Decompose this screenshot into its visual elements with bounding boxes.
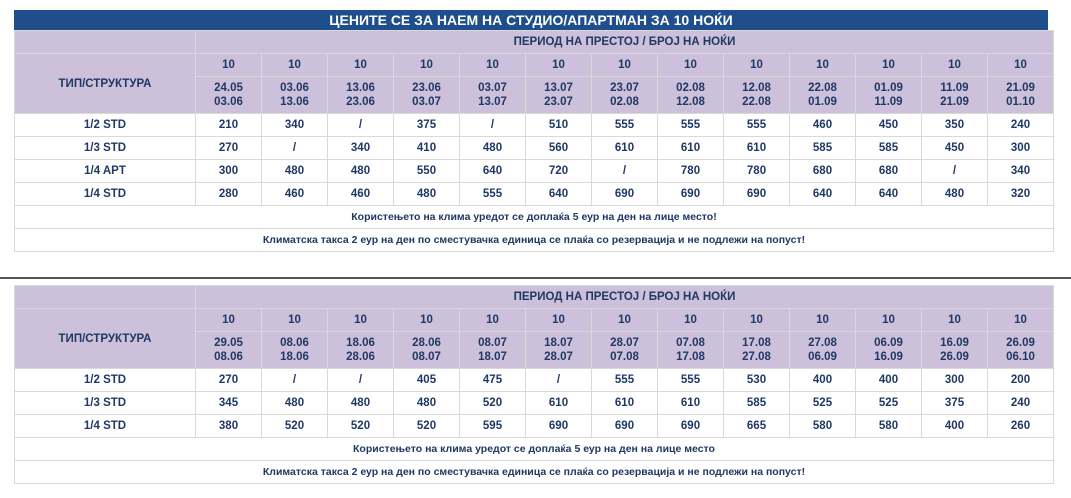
price-cell: 555 xyxy=(460,183,526,206)
period-cell xyxy=(856,77,922,114)
price-cell: 585 xyxy=(790,137,856,160)
period-to: 18.07 xyxy=(478,351,507,363)
nights-cell: 10 xyxy=(460,54,526,77)
period-to: 12.08 xyxy=(676,96,705,108)
price-cell: 320 xyxy=(988,183,1054,206)
price-cell: 405 xyxy=(394,369,460,392)
price-cell: 560 xyxy=(526,137,592,160)
period-to: 28.07 xyxy=(544,351,573,363)
price-cell: 690 xyxy=(658,415,724,438)
nights-cell: 10 xyxy=(328,54,394,77)
period-cell xyxy=(394,77,460,114)
price-cell: 550 xyxy=(394,160,460,183)
price-cell: 610 xyxy=(592,137,658,160)
period-cell xyxy=(658,332,724,369)
period-to: 02.08 xyxy=(610,96,639,108)
price-cell: 460 xyxy=(262,183,328,206)
price-cell: 520 xyxy=(394,415,460,438)
table-row xyxy=(15,392,1054,415)
price-table-2 xyxy=(14,285,1054,484)
price-cell: 680 xyxy=(856,160,922,183)
note-row xyxy=(15,438,1054,461)
period-to: 08.07 xyxy=(412,351,441,363)
period-cell xyxy=(328,332,394,369)
price-cell: 555 xyxy=(724,114,790,137)
period-from: 06.09 xyxy=(874,337,903,349)
nights-cell: 10 xyxy=(922,54,988,77)
price-table-1 xyxy=(14,30,1054,252)
period-from: 21.09 xyxy=(1006,82,1035,94)
price-cell: 380 xyxy=(196,415,262,438)
page-title: ЦЕНИТЕ СЕ ЗА НАЕМ НА СТУДИО/АПАРТМАН ЗА 10 НОЌИ xyxy=(14,10,1048,30)
price-cell: 585 xyxy=(856,137,922,160)
price-cell: / xyxy=(262,137,328,160)
price-cell: 460 xyxy=(328,183,394,206)
price-cell: 520 xyxy=(262,415,328,438)
room-type-cell: 1/2 STD xyxy=(15,369,196,392)
price-cell: 780 xyxy=(658,160,724,183)
price-cell: 555 xyxy=(592,114,658,137)
period-cell xyxy=(460,332,526,369)
period-to: 08.06 xyxy=(214,351,243,363)
period-to: 23.07 xyxy=(544,96,573,108)
nights-cell: 10 xyxy=(724,54,790,77)
note-text: Климатска такса 2 еур на ден по сместувачка единица се плаќа со резервација и не подлежи на попуст! xyxy=(15,461,1054,484)
price-cell: / xyxy=(328,114,394,137)
period-to: 01.10 xyxy=(1006,96,1035,108)
period-cell xyxy=(526,77,592,114)
price-cell: 270 xyxy=(196,369,262,392)
nights-cell: 10 xyxy=(658,54,724,77)
nights-cell: 10 xyxy=(592,309,658,332)
price-cell: 525 xyxy=(790,392,856,415)
section-divider xyxy=(0,277,1071,279)
price-cell: 520 xyxy=(328,415,394,438)
price-cell: 475 xyxy=(460,369,526,392)
price-cell: 610 xyxy=(526,392,592,415)
price-cell: 690 xyxy=(526,415,592,438)
price-cell: 400 xyxy=(922,415,988,438)
price-cell: 200 xyxy=(988,369,1054,392)
price-cell: 690 xyxy=(658,183,724,206)
price-cell: 480 xyxy=(328,392,394,415)
table-row xyxy=(15,369,1054,392)
period-to: 13.06 xyxy=(280,96,309,108)
period-cell xyxy=(790,77,856,114)
period-cell xyxy=(724,332,790,369)
price-cell: 610 xyxy=(724,137,790,160)
price-cell: 555 xyxy=(658,114,724,137)
period-cell xyxy=(724,77,790,114)
price-cell: 610 xyxy=(658,137,724,160)
period-cell xyxy=(988,77,1054,114)
period-cell xyxy=(460,77,526,114)
period-from: 03.07 xyxy=(478,82,507,94)
price-cell: 525 xyxy=(856,392,922,415)
nights-cell: 10 xyxy=(790,54,856,77)
nights-cell: 10 xyxy=(856,54,922,77)
price-cell: 270 xyxy=(196,137,262,160)
note-row xyxy=(15,229,1054,252)
price-cell: 680 xyxy=(790,160,856,183)
price-cell: 210 xyxy=(196,114,262,137)
price-cell: 480 xyxy=(328,160,394,183)
nights-row xyxy=(15,54,1054,77)
price-cell: 350 xyxy=(922,114,988,137)
price-cell: 340 xyxy=(328,137,394,160)
period-to: 07.08 xyxy=(610,351,639,363)
price-cell: 480 xyxy=(262,392,328,415)
price-cell: 640 xyxy=(790,183,856,206)
period-from: 29.05 xyxy=(214,337,243,349)
price-cell: 375 xyxy=(922,392,988,415)
period-to: 17.08 xyxy=(676,351,705,363)
price-cell: 640 xyxy=(856,183,922,206)
note-text: Користењето на клима уредот се доплаќа 5 еур на ден на лице место xyxy=(15,438,1054,461)
price-cell: 640 xyxy=(526,183,592,206)
period-from: 11.09 xyxy=(940,82,969,94)
period-from: 28.06 xyxy=(412,337,441,349)
price-cell: / xyxy=(922,160,988,183)
period-cell xyxy=(922,332,988,369)
price-cell: 410 xyxy=(394,137,460,160)
period-cell xyxy=(790,332,856,369)
room-type-cell: 1/4 STD xyxy=(15,415,196,438)
price-cell: 450 xyxy=(922,137,988,160)
period-to: 28.06 xyxy=(346,351,375,363)
period-from: 02.08 xyxy=(676,82,705,94)
nights-cell: 10 xyxy=(724,309,790,332)
price-cell: 640 xyxy=(460,160,526,183)
table-row xyxy=(15,183,1054,206)
price-cell: 400 xyxy=(856,369,922,392)
period-cell xyxy=(526,332,592,369)
period-cell xyxy=(592,332,658,369)
nights-row xyxy=(15,309,1054,332)
table-row xyxy=(15,137,1054,160)
period-cell xyxy=(262,77,328,114)
period-from: 12.08 xyxy=(742,82,771,94)
period-cell xyxy=(988,332,1054,369)
price-cell: 690 xyxy=(592,415,658,438)
price-cell: 400 xyxy=(790,369,856,392)
price-cell: 555 xyxy=(658,369,724,392)
period-cell xyxy=(658,77,724,114)
nights-cell: 10 xyxy=(262,309,328,332)
period-from: 18.06 xyxy=(346,337,375,349)
note-text: Користењето на клима уредот се доплаќа 5 еур на ден на лице место! xyxy=(15,206,1054,229)
nights-cell: 10 xyxy=(988,54,1054,77)
period-cell xyxy=(328,77,394,114)
nights-cell: 10 xyxy=(988,309,1054,332)
period-from: 08.07 xyxy=(478,337,507,349)
price-cell: 480 xyxy=(394,392,460,415)
note-row xyxy=(15,206,1054,229)
period-from: 26.09 xyxy=(1006,337,1035,349)
room-type-cell: 1/2 STD xyxy=(15,114,196,137)
price-cell: 450 xyxy=(856,114,922,137)
price-cell: / xyxy=(526,369,592,392)
price-cell: 480 xyxy=(922,183,988,206)
period-from: 01.09 xyxy=(874,82,903,94)
price-cell: 300 xyxy=(196,160,262,183)
price-cell: 610 xyxy=(658,392,724,415)
period-cell xyxy=(262,332,328,369)
room-type-cell: 1/3 STD xyxy=(15,137,196,160)
period-header-row xyxy=(15,286,1054,309)
price-cell: 555 xyxy=(592,369,658,392)
price-cell: / xyxy=(328,369,394,392)
price-cell: 280 xyxy=(196,183,262,206)
nights-cell: 10 xyxy=(526,309,592,332)
period-to: 06.10 xyxy=(1006,351,1035,363)
table-row xyxy=(15,114,1054,137)
price-cell: 690 xyxy=(592,183,658,206)
price-cell: 585 xyxy=(724,392,790,415)
price-cell: 530 xyxy=(724,369,790,392)
table-row xyxy=(15,160,1054,183)
period-to: 11.09 xyxy=(874,96,903,108)
period-from: 28.07 xyxy=(610,337,639,349)
period-to: 16.09 xyxy=(874,351,903,363)
nights-cell: 10 xyxy=(262,54,328,77)
period-to: 27.08 xyxy=(742,351,771,363)
price-cell: 300 xyxy=(922,369,988,392)
nights-cell: 10 xyxy=(592,54,658,77)
blank-cell xyxy=(15,31,196,54)
price-cell: 520 xyxy=(460,392,526,415)
price-cell: 665 xyxy=(724,415,790,438)
period-to: 01.09 xyxy=(808,96,837,108)
nights-cell: 10 xyxy=(526,54,592,77)
price-cell: 240 xyxy=(988,392,1054,415)
period-cell xyxy=(196,332,262,369)
period-from: 23.07 xyxy=(610,82,639,94)
nights-cell: 10 xyxy=(460,309,526,332)
period-from: 07.08 xyxy=(676,337,705,349)
price-cell: 780 xyxy=(724,160,790,183)
period-from: 08.06 xyxy=(280,337,309,349)
price-cell: 510 xyxy=(526,114,592,137)
period-from: 03.06 xyxy=(280,82,309,94)
period-cell xyxy=(592,77,658,114)
period-to: 23.06 xyxy=(346,96,375,108)
period-from: 23.06 xyxy=(412,82,441,94)
price-cell: 580 xyxy=(790,415,856,438)
price-cell: / xyxy=(460,114,526,137)
nights-cell: 10 xyxy=(394,54,460,77)
table-row xyxy=(15,415,1054,438)
note-text: Климатска такса 2 еур на ден по сместувачка единица се плаќа со резервација и не подлежи на попуст! xyxy=(15,229,1054,252)
period-from: 17.08 xyxy=(742,337,771,349)
period-from: 18.07 xyxy=(544,337,573,349)
period-header: ПЕРИОД НА ПРЕСТОЈ / БРОЈ НА НОЌИ xyxy=(196,31,1054,54)
nights-cell: 10 xyxy=(196,54,262,77)
period-from: 27.08 xyxy=(808,337,837,349)
room-type-cell: 1/3 STD xyxy=(15,392,196,415)
room-type-cell: 1/4 APT xyxy=(15,160,196,183)
period-from: 13.07 xyxy=(544,82,573,94)
price-cell: 720 xyxy=(526,160,592,183)
price-cell: 595 xyxy=(460,415,526,438)
period-to: 03.06 xyxy=(214,96,243,108)
price-cell: 580 xyxy=(856,415,922,438)
price-cell: 300 xyxy=(988,137,1054,160)
period-header-row xyxy=(15,31,1054,54)
price-cell: 340 xyxy=(262,114,328,137)
type-header: ТИП/СТРУКТУРА xyxy=(15,54,196,114)
price-cell: 480 xyxy=(262,160,328,183)
price-cell: 480 xyxy=(460,137,526,160)
price-cell: 480 xyxy=(394,183,460,206)
nights-cell: 10 xyxy=(790,309,856,332)
period-header: ПЕРИОД НА ПРЕСТОЈ / БРОЈ НА НОЌИ xyxy=(196,286,1054,309)
nights-cell: 10 xyxy=(658,309,724,332)
price-cell: 240 xyxy=(988,114,1054,137)
blank-cell xyxy=(15,286,196,309)
period-to: 06.09 xyxy=(808,351,837,363)
period-from: 16.09 xyxy=(940,337,969,349)
nights-cell: 10 xyxy=(922,309,988,332)
room-type-cell: 1/4 STD xyxy=(15,183,196,206)
nights-cell: 10 xyxy=(196,309,262,332)
period-cell xyxy=(856,332,922,369)
price-cell: 345 xyxy=(196,392,262,415)
nights-cell: 10 xyxy=(856,309,922,332)
period-cell xyxy=(922,77,988,114)
nights-cell: 10 xyxy=(394,309,460,332)
price-cell: 690 xyxy=(724,183,790,206)
price-cell: / xyxy=(262,369,328,392)
period-from: 13.06 xyxy=(346,82,375,94)
price-cell: / xyxy=(592,160,658,183)
price-cell: 340 xyxy=(988,160,1054,183)
period-to: 22.08 xyxy=(742,96,771,108)
price-cell: 460 xyxy=(790,114,856,137)
price-cell: 610 xyxy=(592,392,658,415)
nights-cell: 10 xyxy=(328,309,394,332)
note-row xyxy=(15,461,1054,484)
price-cell: 375 xyxy=(394,114,460,137)
period-to: 26.09 xyxy=(940,351,969,363)
period-cell xyxy=(394,332,460,369)
type-header: ТИП/СТРУКТУРА xyxy=(15,309,196,369)
period-cell xyxy=(196,77,262,114)
period-from: 22.08 xyxy=(808,82,837,94)
period-to: 18.06 xyxy=(280,351,309,363)
period-from: 24.05 xyxy=(214,82,243,94)
period-to: 13.07 xyxy=(478,96,507,108)
period-to: 21.09 xyxy=(940,96,969,108)
price-cell: 260 xyxy=(988,415,1054,438)
period-to: 03.07 xyxy=(412,96,441,108)
